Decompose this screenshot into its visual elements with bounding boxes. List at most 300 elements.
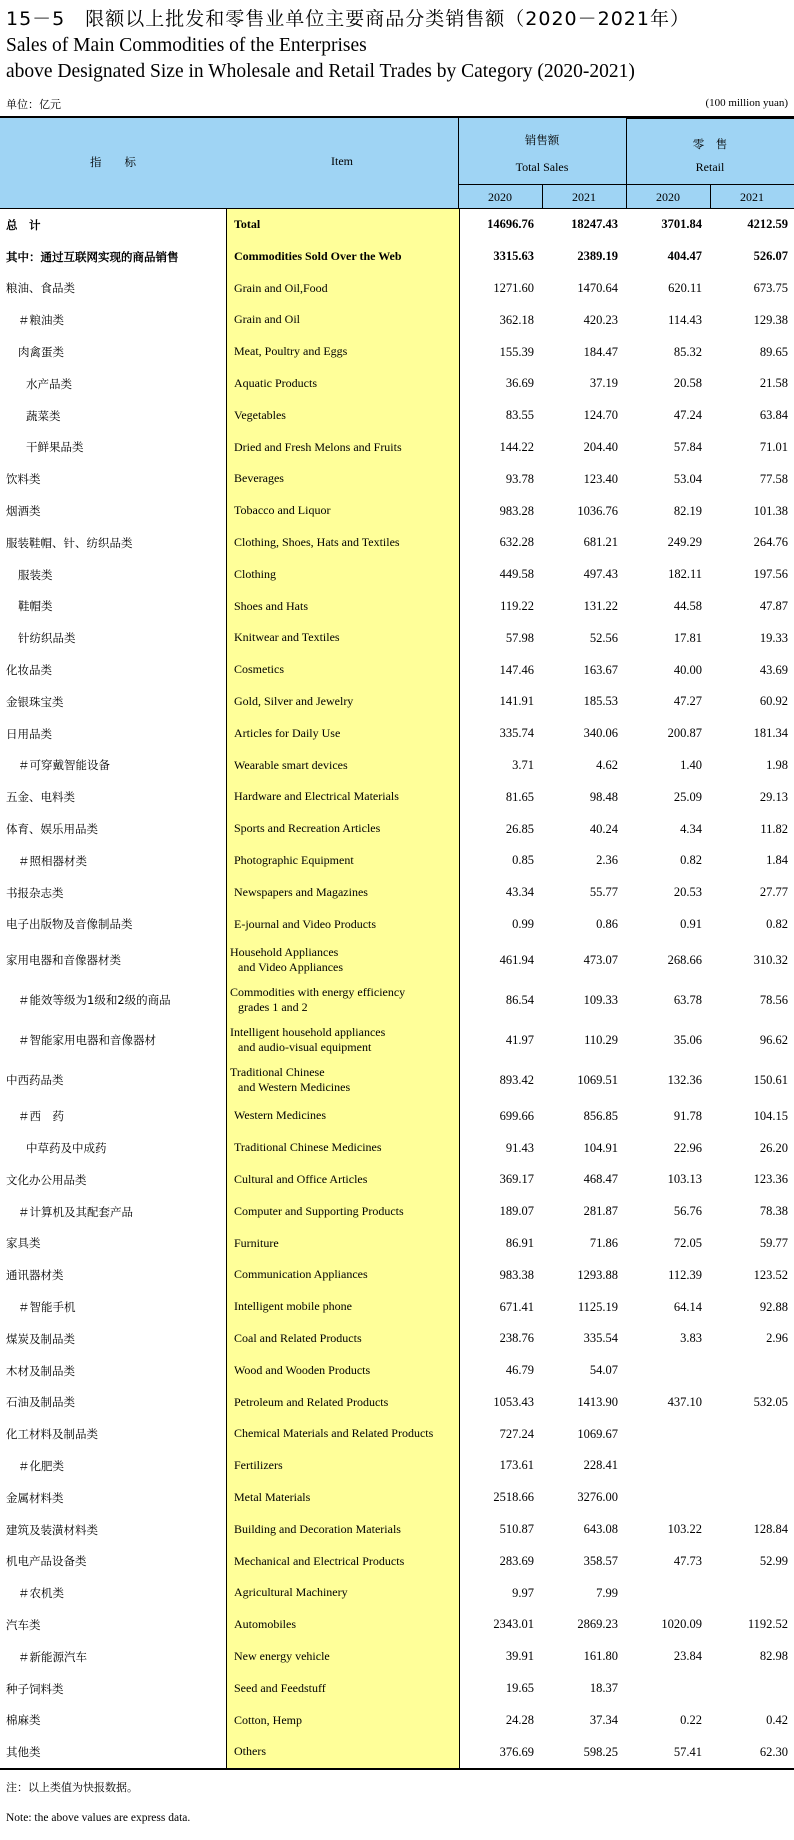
table-row	[0, 1673, 794, 1705]
value-total-2020: 0.85	[512, 853, 534, 868]
value-retail-2020: 132.36	[667, 1072, 702, 1087]
row-label-cn: 书报杂志类	[6, 885, 64, 900]
value-retail-2021: 89.65	[759, 344, 788, 359]
header-retail-en: Retail	[695, 160, 725, 174]
value-retail-2020: 404.47	[667, 249, 702, 264]
value-total-2020: 1271.60	[493, 280, 534, 295]
value-total-2021: 1470.64	[577, 280, 618, 295]
table-row	[0, 1577, 794, 1609]
value-retail-2020: 1020.09	[661, 1617, 702, 1632]
value-retail-2020: 437.10	[667, 1394, 702, 1409]
row-label-en: New energy vehicle	[234, 1648, 330, 1663]
value-retail-2021: 1.84	[766, 853, 788, 868]
row-label-cn: 其他类	[6, 1745, 41, 1760]
value-total-2021: 98.48	[589, 789, 618, 804]
footnote-en: Note: the above values are express data.	[6, 1812, 191, 1824]
row-label-cn: 家用电器和音像器材类	[6, 953, 121, 968]
row-label-en: Grain and Oil,Food	[234, 280, 328, 295]
row-label-cn: 电子出版物及音像制品类	[6, 917, 133, 932]
value-retail-2020: 82.19	[673, 503, 702, 518]
value-retail-2020: 23.84	[673, 1649, 702, 1664]
row-label-en: Computer and Supporting Products	[234, 1203, 404, 1218]
row-label-en: Dried and Fresh Melons and Fruits	[234, 439, 402, 454]
value-retail-2021: 82.98	[759, 1649, 788, 1664]
header-indicator-cn: 指 标	[90, 155, 136, 169]
value-total-2021: 163.67	[583, 662, 618, 677]
value-total-2020: 238.76	[499, 1331, 534, 1346]
table-row	[0, 1736, 794, 1768]
row-label-cn: ＃可穿戴智能设备	[18, 758, 110, 773]
table-row	[0, 940, 794, 980]
table-title-cn: 15－5 限额以上批发和零售业单位主要商品分类销售额（2020－2021年）	[6, 8, 690, 30]
value-total-2020: 41.97	[505, 1032, 534, 1047]
value-total-2021: 184.47	[583, 344, 618, 359]
row-label-cn: 针纺织品类	[18, 631, 76, 646]
row-label-cn: ＃新能源汽车	[18, 1649, 87, 1664]
value-total-2021: 643.08	[583, 1522, 618, 1537]
value-total-2020: 461.94	[499, 952, 534, 967]
value-retail-2020: 35.06	[673, 1032, 702, 1047]
value-total-2020: 36.69	[505, 376, 534, 391]
value-total-2021: 0.86	[596, 916, 618, 931]
value-total-2020: 449.58	[499, 567, 534, 582]
table-row	[0, 1418, 794, 1450]
value-total-2021: 161.80	[583, 1649, 618, 1664]
row-label-cn: 化妆品类	[6, 663, 52, 678]
value-retail-2020: 200.87	[667, 726, 702, 741]
value-retail-2020: 112.39	[668, 1267, 702, 1282]
table-row	[0, 877, 794, 909]
unit-label-cn: 单位：亿元	[6, 98, 61, 111]
value-total-2020: 86.91	[505, 1235, 534, 1250]
table-row	[0, 718, 794, 750]
value-retail-2020: 57.84	[673, 439, 702, 454]
table-row	[0, 1228, 794, 1260]
value-retail-2021: 1192.52	[747, 1617, 788, 1632]
row-label-en: Cultural and Office Articles	[234, 1172, 368, 1187]
value-retail-2020: 44.58	[673, 598, 702, 613]
value-retail-2021: 77.58	[759, 471, 788, 486]
row-label-cn: 肉禽蛋类	[18, 345, 64, 360]
row-label-en: Aquatic Products	[234, 376, 317, 391]
value-total-2021: 497.43	[583, 567, 618, 582]
value-total-2021: 7.99	[596, 1585, 618, 1600]
value-total-2021: 104.91	[583, 1140, 618, 1155]
value-retail-2021: 673.75	[753, 280, 788, 295]
value-total-2021: 185.53	[583, 694, 618, 709]
row-label-cn: 饮料类	[6, 472, 41, 487]
value-total-2021: 1125.19	[577, 1299, 618, 1314]
row-label-cn: 鞋帽类	[18, 599, 53, 614]
row-label-en: Metal Materials	[234, 1489, 311, 1504]
row-label-cn: 其中：通过互联网实现的商品销售	[6, 249, 179, 264]
value-total-2021: 281.87	[583, 1204, 618, 1219]
value-total-2020: 91.43	[505, 1140, 534, 1155]
value-retail-2021: 71.01	[759, 439, 788, 454]
row-label-en: Articles for Daily Use	[234, 725, 341, 740]
table-header	[0, 118, 794, 209]
row-label-cn: 水产品类	[26, 376, 72, 391]
header-year-total-2021: 2021	[572, 190, 596, 204]
value-total-2020: 632.28	[499, 535, 534, 550]
value-retail-2020: 17.81	[673, 630, 702, 645]
value-total-2020: 335.74	[499, 726, 534, 741]
table-row	[0, 400, 794, 432]
row-label-en: Petroleum and Related Products	[234, 1394, 389, 1409]
table-row	[0, 559, 794, 591]
value-total-2021: 3276.00	[577, 1490, 618, 1505]
row-label-en: Cotton, Hemp	[234, 1712, 302, 1727]
row-label-en: Photographic Equipment	[234, 853, 354, 868]
value-total-2020: 893.42	[499, 1072, 534, 1087]
value-total-2020: 119.22	[500, 598, 534, 613]
table-row	[0, 209, 794, 241]
value-total-2020: 9.97	[512, 1585, 534, 1600]
value-retail-2021: 47.87	[759, 598, 788, 613]
table-row	[0, 1641, 794, 1673]
value-retail-2021: 43.69	[759, 662, 788, 677]
table-row	[0, 1132, 794, 1164]
footnote-cn: 注：以上类值为快报数据。	[6, 1781, 138, 1794]
value-retail-2021: 264.76	[753, 535, 788, 550]
table-row	[0, 1482, 794, 1514]
value-total-2020: 189.07	[499, 1204, 534, 1219]
row-label-en: Intelligent mobile phone	[234, 1299, 352, 1314]
table-row	[0, 845, 794, 877]
value-retail-2021: 532.05	[753, 1394, 788, 1409]
value-total-2021: 2869.23	[577, 1617, 618, 1632]
table-row	[0, 591, 794, 623]
table-row	[0, 781, 794, 813]
value-retail-2020: 0.91	[680, 916, 702, 931]
header-retail-cn: 零 售	[692, 137, 728, 151]
row-label-cn: ＃照相器材类	[18, 853, 87, 868]
row-label-cn: 金属材料类	[6, 1490, 64, 1505]
value-total-2020: 2518.66	[493, 1490, 534, 1505]
row-label-en: Knitwear and Textiles	[234, 630, 340, 645]
value-total-2021: 681.21	[583, 535, 618, 550]
table-row	[0, 1387, 794, 1419]
value-retail-2020: 3.83	[680, 1331, 702, 1346]
value-retail-2021: 29.13	[759, 789, 788, 804]
header-total-sales-en: Total Sales	[515, 160, 569, 174]
sales-table	[0, 116, 794, 1770]
row-label-en: Communication Appliances	[234, 1267, 368, 1282]
value-total-2021: 1293.88	[577, 1267, 618, 1282]
row-label-cn: ＃智能手机	[18, 1300, 76, 1314]
value-retail-2021: 19.33	[759, 630, 788, 645]
value-retail-2020: 47.73	[673, 1553, 702, 1568]
row-label-cn: 通讯器材类	[6, 1268, 64, 1283]
value-retail-2021: 96.62	[759, 1032, 788, 1047]
value-retail-2021: 21.58	[759, 376, 788, 391]
value-total-2021: 1413.90	[577, 1394, 618, 1409]
value-retail-2020: 91.78	[673, 1108, 702, 1123]
row-label-cn: 机电产品设备类	[6, 1554, 87, 1569]
value-retail-2021: 104.15	[753, 1108, 788, 1123]
value-retail-2021: 26.20	[759, 1140, 788, 1155]
value-retail-2020: 620.11	[668, 280, 702, 295]
value-total-2021: 37.19	[589, 376, 618, 391]
row-label-en: Cosmetics	[234, 662, 284, 677]
row-label-cn: 蔬菜类	[26, 408, 61, 423]
value-retail-2020: 182.11	[668, 567, 702, 582]
value-retail-2021: 63.84	[759, 408, 788, 423]
value-retail-2020: 114.43	[668, 312, 702, 327]
row-label-en: Others	[234, 1744, 266, 1759]
row-label-en: Beverages	[234, 471, 284, 486]
value-total-2021: 1069.51	[577, 1072, 618, 1087]
table-row	[0, 1545, 794, 1577]
value-total-2021: 335.54	[583, 1331, 618, 1346]
table-row	[0, 527, 794, 559]
value-retail-2020: 85.32	[673, 344, 702, 359]
row-label-en: Intelligent household appliances and audio-visual equipment	[230, 1024, 386, 1055]
value-total-2021: 340.06	[583, 726, 618, 741]
value-total-2021: 1036.76	[577, 503, 618, 518]
row-label-en: Hardware and Electrical Materials	[234, 789, 399, 804]
value-retail-2020: 20.53	[673, 885, 702, 900]
table-row	[0, 1164, 794, 1196]
table-row	[0, 1196, 794, 1228]
value-total-2020: 155.39	[499, 344, 534, 359]
value-retail-2021: 52.99	[759, 1553, 788, 1568]
value-total-2020: 2343.01	[493, 1617, 534, 1632]
value-retail-2020: 47.24	[673, 408, 702, 423]
row-label-cn: 中草药及中成药	[26, 1141, 107, 1156]
value-total-2021: 420.23	[583, 312, 618, 327]
row-label-cn: ＃农机类	[18, 1586, 64, 1601]
table-title-en-line1: Sales of Main Commodities of the Enterprises	[6, 35, 367, 56]
value-total-2021: 55.77	[589, 885, 618, 900]
table-row	[0, 1060, 794, 1100]
row-label-en: Traditional Chinese Medicines	[234, 1140, 382, 1155]
row-label-en: Vegetables	[234, 407, 286, 422]
row-label-cn: 中西药品类	[6, 1073, 64, 1088]
table-row	[0, 304, 794, 336]
value-total-2020: 369.17	[499, 1172, 534, 1187]
value-total-2020: 86.54	[505, 992, 534, 1007]
header-year-total-2020: 2020	[488, 190, 512, 204]
table-row	[0, 495, 794, 527]
row-label-cn: 种子饲料类	[6, 1681, 64, 1696]
value-retail-2021: 4212.59	[747, 217, 788, 232]
table-row	[0, 980, 794, 1020]
value-total-2021: 1069.67	[577, 1426, 618, 1441]
value-total-2020: 39.91	[505, 1649, 534, 1664]
value-total-2020: 147.46	[499, 662, 534, 677]
row-label-cn: 干鲜果品类	[26, 440, 84, 455]
value-retail-2020: 57.41	[673, 1744, 702, 1759]
row-label-cn: ＃能效等级为1级和2级的商品	[18, 993, 171, 1008]
table-row	[0, 1704, 794, 1736]
value-total-2020: 43.34	[505, 885, 534, 900]
row-label-en: Commodities Sold Over the Web	[234, 248, 402, 263]
value-retail-2020: 63.78	[673, 992, 702, 1007]
row-label-en: Commodities with energy efficiency grades 1 and 2	[230, 984, 406, 1015]
value-retail-2020: 20.58	[673, 376, 702, 391]
row-label-cn: 总 计	[6, 217, 41, 232]
table-row	[0, 1100, 794, 1132]
table-body	[0, 209, 794, 1768]
value-retail-2021: 123.52	[753, 1267, 788, 1282]
row-label-cn: 煤炭及制品类	[6, 1331, 75, 1346]
value-total-2020: 81.65	[505, 789, 534, 804]
row-label-cn: 五金、电料类	[6, 790, 75, 805]
table-row	[0, 432, 794, 464]
row-label-cn: 金银珠宝类	[6, 694, 64, 709]
value-total-2021: 71.86	[589, 1235, 618, 1250]
table-row	[0, 336, 794, 368]
value-retail-2020: 4.34	[680, 821, 702, 836]
value-total-2021: 52.56	[589, 630, 618, 645]
value-retail-2021: 123.36	[753, 1172, 788, 1187]
value-retail-2020: 249.29	[667, 535, 702, 550]
value-retail-2021: 59.77	[759, 1235, 788, 1250]
value-retail-2021: 181.34	[753, 726, 788, 741]
value-total-2021: 123.40	[583, 471, 618, 486]
value-total-2020: 144.22	[499, 439, 534, 454]
value-retail-2021: 129.38	[753, 312, 788, 327]
row-label-en: Building and Decoration Materials	[234, 1521, 401, 1536]
row-label-cn: 服装类	[18, 567, 53, 582]
value-total-2021: 856.85	[583, 1108, 618, 1123]
value-total-2021: 4.62	[596, 757, 618, 772]
table-row	[0, 241, 794, 273]
table-title-en-line2: above Designated Size in Wholesale and Retail Trades by Category (2020-2021)	[6, 61, 635, 82]
table-row	[0, 1450, 794, 1482]
value-retail-2020: 53.04	[673, 471, 702, 486]
value-retail-2021: 92.88	[759, 1299, 788, 1314]
row-label-cn: 服装鞋帽、针、纺织品类	[6, 535, 133, 550]
header-year-retail-2021: 2021	[740, 190, 764, 204]
value-retail-2021: 2.96	[766, 1331, 788, 1346]
value-retail-2020: 268.66	[667, 952, 702, 967]
row-label-cn: ＃粮油类	[18, 313, 64, 328]
value-total-2021: 204.40	[583, 439, 618, 454]
row-label-en: Coal and Related Products	[234, 1331, 362, 1345]
value-total-2020: 83.55	[505, 408, 534, 423]
row-label-en: Clothing, Shoes, Hats and Textiles	[234, 535, 400, 550]
value-retail-2020: 25.09	[673, 789, 702, 804]
row-label-cn: ＃化肥类	[18, 1458, 64, 1473]
value-total-2021: 18247.43	[571, 217, 618, 232]
table-row	[0, 1355, 794, 1387]
value-total-2021: 131.22	[583, 598, 618, 613]
value-total-2020: 0.99	[512, 916, 534, 931]
header-total-sales-cn: 销售额	[524, 133, 560, 147]
value-retail-2020: 103.13	[667, 1172, 702, 1187]
header-item-en: Item	[331, 154, 353, 168]
table-row	[0, 686, 794, 718]
value-retail-2021: 101.38	[753, 503, 788, 518]
value-retail-2020: 1.40	[680, 757, 702, 772]
value-total-2020: 671.41	[499, 1299, 534, 1314]
row-label-en: Seed and Feedstuff	[234, 1680, 326, 1695]
value-total-2020: 57.98	[505, 630, 534, 645]
row-label-cn: ＃智能家用电器和音像器材	[18, 1033, 156, 1048]
value-retail-2020: 64.14	[673, 1299, 702, 1314]
row-label-en: E-journal and Video Products	[234, 916, 377, 931]
row-label-en: Automobiles	[234, 1617, 296, 1632]
value-retail-2021: 78.38	[759, 1204, 788, 1219]
row-label-en: Grain and Oil	[234, 312, 300, 327]
value-total-2021: 54.07	[589, 1363, 618, 1378]
row-label-en: Shoes and Hats	[234, 598, 308, 613]
value-retail-2021: 1.98	[766, 757, 788, 772]
table-row	[0, 622, 794, 654]
value-total-2020: 3315.63	[493, 249, 534, 264]
table-row	[0, 750, 794, 782]
value-total-2020: 46.79	[505, 1363, 534, 1378]
value-total-2021: 598.25	[583, 1744, 618, 1759]
row-label-en: Agricultural Machinery	[234, 1585, 348, 1600]
value-retail-2020: 3701.84	[661, 217, 702, 232]
table-row	[0, 368, 794, 400]
table-row	[0, 1291, 794, 1323]
value-retail-2021: 11.82	[760, 821, 788, 836]
row-label-cn: 汽车类	[6, 1617, 41, 1632]
value-total-2020: 699.66	[499, 1108, 534, 1123]
row-label-en: Western Medicines	[234, 1108, 327, 1123]
row-label-en: Gold, Silver and Jewelry	[234, 694, 354, 709]
row-label-en: Wood and Wooden Products	[234, 1362, 371, 1377]
table-row	[0, 463, 794, 495]
table-row	[0, 1323, 794, 1355]
row-label-cn: 文化办公用品类	[6, 1172, 87, 1187]
row-label-cn: 建筑及装潢材料类	[6, 1522, 98, 1537]
row-label-cn: 粮油、食品类	[6, 281, 75, 296]
row-label-en: Newspapers and Magazines	[234, 884, 368, 899]
table-row	[0, 273, 794, 305]
value-total-2020: 26.85	[505, 821, 534, 836]
value-total-2020: 141.91	[499, 694, 534, 709]
row-label-cn: ＃西 药	[18, 1109, 64, 1124]
value-total-2021: 40.24	[589, 821, 618, 836]
header-year-retail-2020: 2020	[656, 190, 680, 204]
value-total-2021: 109.33	[583, 992, 618, 1007]
value-total-2021: 2389.19	[577, 249, 618, 264]
value-retail-2021: 60.92	[759, 694, 788, 709]
value-retail-2020: 0.82	[680, 853, 702, 868]
value-total-2020: 983.28	[499, 503, 534, 518]
value-retail-2020: 47.27	[673, 694, 702, 709]
row-label-en: Household Appliances and Video Appliances	[230, 944, 344, 975]
value-total-2020: 510.87	[499, 1522, 534, 1537]
table-row	[0, 1514, 794, 1546]
value-total-2020: 376.69	[499, 1744, 534, 1759]
value-total-2020: 3.71	[512, 757, 534, 772]
value-total-2020: 283.69	[499, 1553, 534, 1568]
value-retail-2020: 103.22	[667, 1522, 702, 1537]
row-label-en: Clothing	[234, 566, 277, 581]
unit-label-en: (100 million yuan)	[705, 97, 788, 109]
value-retail-2021: 526.07	[753, 249, 788, 264]
row-label-en: Wearable smart devices	[234, 757, 348, 772]
value-retail-2021: 0.82	[766, 916, 788, 931]
value-total-2021: 110.29	[584, 1032, 618, 1047]
row-label-cn: ＃计算机及其配套产品	[18, 1204, 133, 1219]
row-label-en: Meat, Poultry and Eggs	[234, 344, 348, 359]
row-label-en: Chemical Materials and Related Products	[234, 1426, 434, 1441]
value-total-2020: 362.18	[499, 312, 534, 327]
value-retail-2021: 150.61	[753, 1072, 788, 1087]
row-label-cn: 日用品类	[6, 726, 52, 741]
table-row	[0, 1259, 794, 1291]
value-total-2020: 14696.76	[487, 217, 534, 232]
value-retail-2021: 62.30	[759, 1744, 788, 1759]
value-total-2021: 468.47	[583, 1172, 618, 1187]
